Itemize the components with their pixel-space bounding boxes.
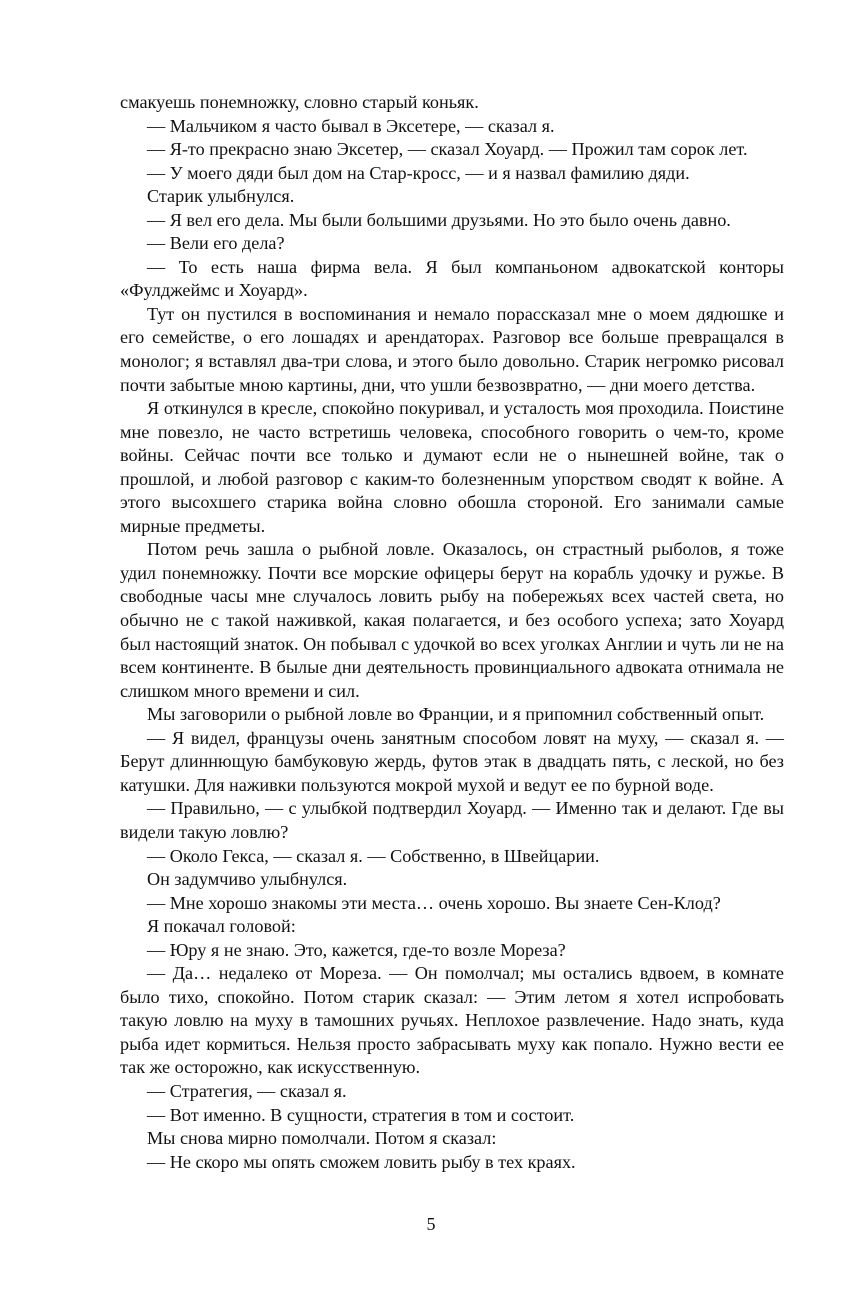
- page-body: [120, 91, 784, 1174]
- paragraph: — Я-то прекрасно знаю Эксетер, — сказал Хоуард. — Прожил там сорок лет.: [147, 139, 748, 160]
- paragraph: — Я вел его дела. Мы были большими друзьями. Но это было очень давно.: [147, 209, 731, 230]
- paragraph: Мы заговорили о рыбной ловле во Франции, и я припомнил собственный опыт.: [147, 704, 765, 725]
- paragraph: — Мне хорошо знакомы эти места… очень хорошо. Вы знаете Сен-Клод?: [147, 892, 721, 913]
- paragraph: — Не скоро мы опять сможем ловить рыбу в тех краях.: [147, 1151, 576, 1172]
- paragraph: — Я видел, французы очень занятным способом ловят на муху, — сказал я. — Берут длиннющую бамбуковую жердь, футов этак в двадцать пять, с леской, но без катушки. Для наживки пользуются мокрой мухой и ведут ее по бурной воде.: [120, 727, 784, 795]
- paragraph: — Мальчиком я часто бывал в Эксетере, — сказал я.: [147, 115, 555, 136]
- paragraph: — Вот именно. В сущности, стратегия в том и состоит.: [147, 1104, 575, 1125]
- paragraph: Тут он пустился в воспоминания и немало порассказал мне о моем дядюшке и его семействе, о его лошадях и арендаторах. Разговор все больше превращался в монолог; я вставлял два-три слова, и этого было довольно. Старик негромко рисовал почти забытые мною картины, дни, что ушли безвозвратно, — дни моего детства.: [120, 303, 784, 395]
- paragraph: — У моего дяди был дом на Стар-кросс, — и я назвал фамилию дяди.: [147, 162, 690, 183]
- paragraph: — Около Гекса, — сказал я. — Собственно, в Швейцарии.: [147, 845, 600, 866]
- paragraph: смакуешь понемножку, словно старый коньяк.: [120, 92, 479, 112]
- page-number: 5: [426, 1214, 436, 1234]
- paragraph: — Вели его дела?: [147, 233, 285, 254]
- paragraph: Потом речь зашла о рыбной ловле. Оказалось, он страстный рыболов, я тоже удил понемножку. Почти все морские офицеры берут на корабль удочку и ружье. В свободные часы мне случалось ловить рыбу на побережьях всех частей света, но обычно не с такой наживкой, какая полагается, и без особого успеха; зато Хоуард был настоящий знаток. Он побывал с удочкой во всех уголках Англии и чуть ли не на всем континенте. В былые дни деятельность провинциального адвоката отнимала не слишком много времени и сил.: [120, 539, 784, 701]
- paragraph: Мы снова мирно помолчали. Потом я сказал:: [147, 1128, 497, 1149]
- paragraph: — Стратегия, — сказал я.: [147, 1080, 347, 1101]
- paragraph: Он задумчиво улыбнулся.: [147, 869, 348, 890]
- paragraph: Старик улыбнулся.: [147, 186, 295, 207]
- paragraph: Я откинулся в кресле, спокойно покуривал, и усталость моя проходила. Поистине мне повезло, не часто встретишь человека, способного говорить о чем-то, кроме войны. Сейчас почти все только и думают если не о нынешней войне, так о прошлой, и любой разговор с каким-то болезненным упорством сводят к войне. А этого высохшего старика война словно обошла стороной. Его занимали самые мирные предметы.: [120, 398, 784, 536]
- paragraph: Я покачал головой:: [147, 916, 296, 937]
- paragraph: — Правильно, — с улыбкой подтвердил Хоуард. — Именно так и делают. Где вы видели такую ловлю?: [120, 798, 784, 842]
- paragraph: — Да… недалеко от Мореза. — Он помолчал; мы остались вдвоем, в комнате было тихо, спокойно. Потом старик сказал: — Этим летом я хотел испробовать такую ловлю на муху в тамошних ручьях. Неплохое развлечение. Надо знать, куда рыба идет кормиться. Нельзя просто забрасывать муху как попало. Нужно вести ее так же осторожно, как искусственную.: [120, 963, 784, 1078]
- paragraph: — То есть наша фирма вела. Я был компаньоном адвокатской конторы «Фулджеймс и Хоуард».: [120, 256, 784, 301]
- paragraph: — Юру я не знаю. Это, кажется, где-то возле Мореза?: [147, 939, 566, 960]
